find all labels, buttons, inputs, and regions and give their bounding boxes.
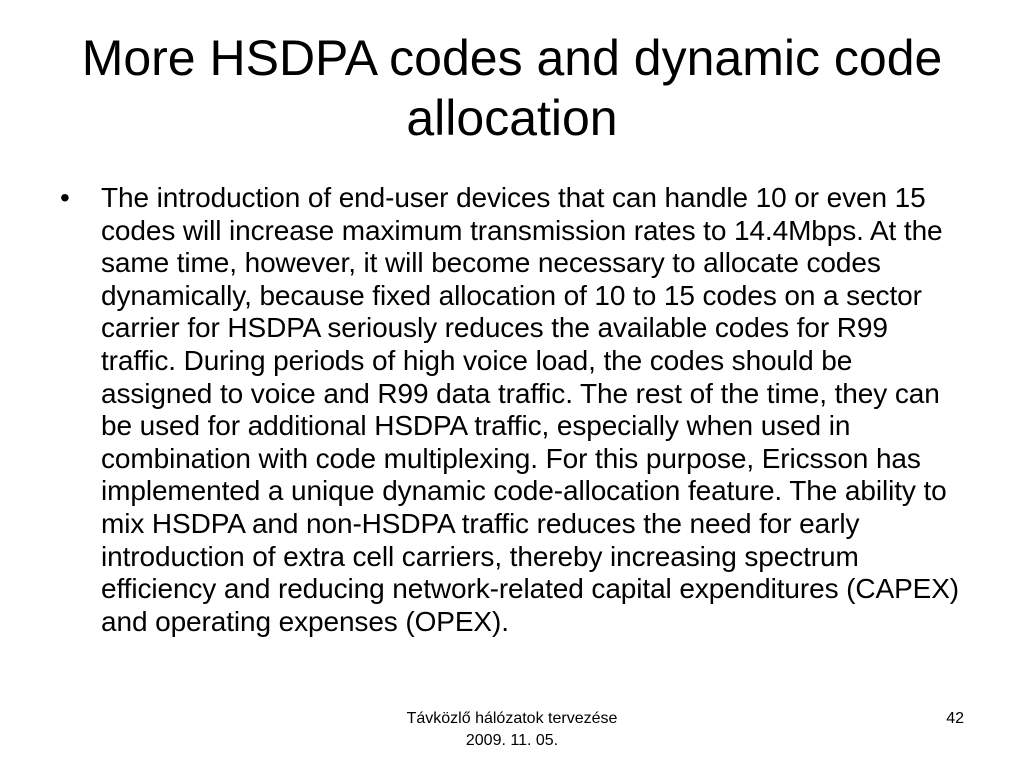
bullet-text: The introduction of end-user devices that can handle 10 or even 15 codes will increase maximum transmission rates to 14.4Mbps. At the same time, however, it will become necessary to allocate codes dynamically, because fixed allocation of 10 to 15 codes on a sector carrier for HSDPA seriously reduces the available codes for R99 traffic. During periods of high voice load, the codes should be assigned to voice and R99 data traffic. The rest of the time, they can be used for additional HSDPA traffic, especially when used in combination with code multiplexing. For this purpose, Ericsson has implemented a unique dynamic code-allocation feature. The ability to mix HSDPA and non-HSDPA traffic reduces the need for early introduction of extra cell carriers, thereby increasing spectrum efficiency and reducing network-related capital expenditures (CAPEX) and operating expenses (OPEX). [101, 182, 960, 637]
bullet-list [60, 182, 970, 638]
footer-course-title: Távközlő hálózatok tervezése [406, 710, 618, 727]
bullet-icon: • [60, 182, 70, 213]
page-number: 42 [946, 710, 964, 727]
footer-info [362, 708, 662, 752]
footer-date: 2009. 11. 05. [465, 732, 559, 749]
bullet-item [60, 182, 970, 638]
slide-title: More HSDPA codes and dynamic code allocation [81, 30, 943, 146]
